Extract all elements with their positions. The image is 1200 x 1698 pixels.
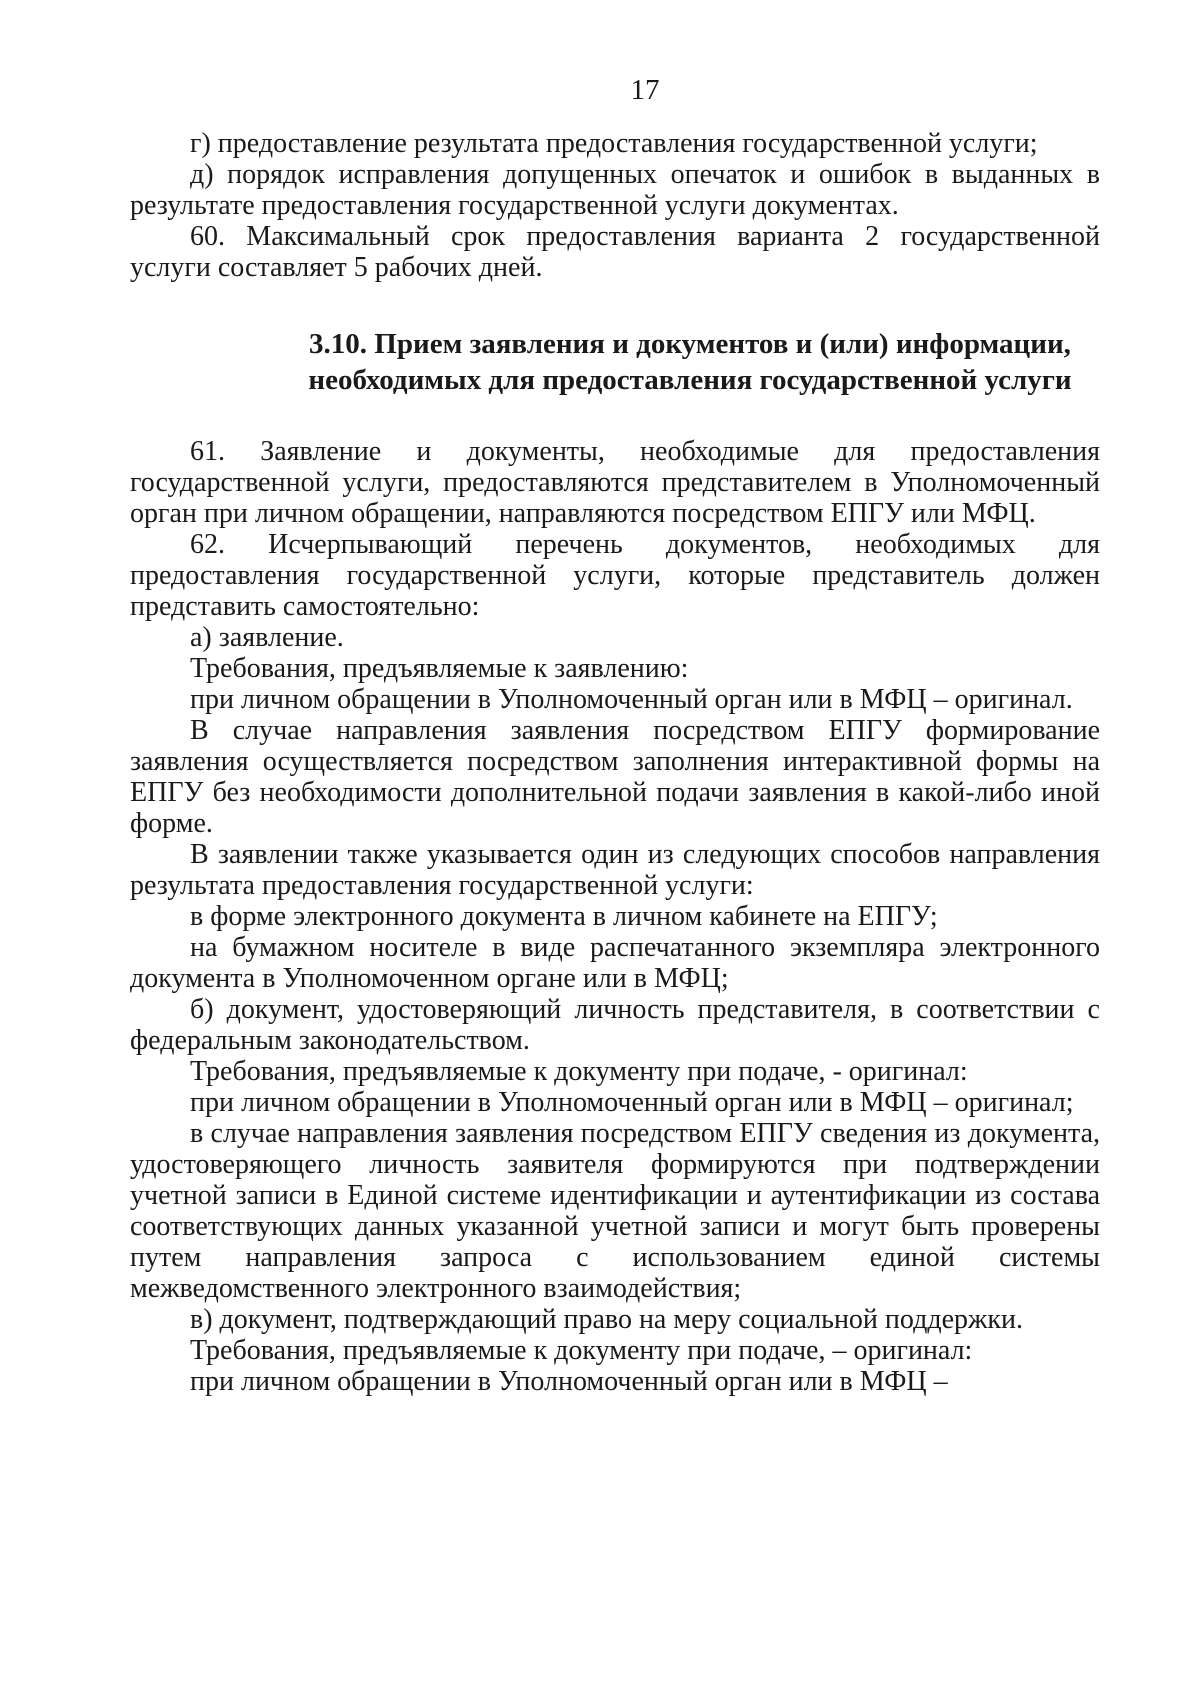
- paragraph: при личном обращении в Уполномоченный орган или в МФЦ –: [190, 1366, 948, 1397]
- paragraph: на бумажном носителе в виде распечатанного экземпляра электронного документа в Уполномоченном органе или в МФЦ;: [130, 932, 1100, 994]
- paragraph-61: 61. Заявление и документы, необходимые для предоставления государственной услуги, предоставляются представителем в Уполномоченный орган при личном обращении, направляются посредством ЕПГУ или МФЦ.: [130, 436, 1100, 529]
- paragraph: в случае направления заявления посредством ЕПГУ сведения из документа, удостоверяющего личность заявителя формируются при подтверждении учетной записи в Единой системе идентификации и аутентификации из состава соответствующих данных указанной учетной записи и могут быть проверены путем направления запроса с использованием единой системы межведомственного электронного взаимодействия;: [130, 1118, 1100, 1304]
- list-item-a: а) заявление.: [190, 622, 344, 653]
- paragraph: В заявлении также указывается один из следующих способов направления результата предоставления государственной услуги:: [130, 839, 1100, 901]
- paragraph-60: 60. Максимальный срок предоставления варианта 2 государственной услуги составляет 5 рабочих дней.: [130, 221, 1100, 283]
- section-heading-line-1: 3.10. Прием заявления и документов и (или) информации,: [309, 328, 1071, 360]
- paragraph: в форме электронного документа в личном кабинете на ЕПГУ;: [190, 901, 938, 932]
- paragraph: при личном обращении в Уполномоченный орган или в МФЦ – оригинал.: [190, 684, 1073, 715]
- list-item-d: д) порядок исправления допущенных опечаток и ошибок в выданных в результате предоставления государственной услуги документах.: [130, 159, 1100, 221]
- list-item-b: б) документ, удостоверяющий личность представителя, в соответствии с федеральным законодательством.: [130, 994, 1100, 1056]
- list-item-v: в) документ, подтверждающий право на меру социальной поддержки.: [190, 1304, 1023, 1335]
- requirements-label: Требования, предъявляемые к документу при подаче, – оригинал:: [190, 1335, 973, 1366]
- paragraph-62: 62. Исчерпывающий перечень документов, необходимых для предоставления государственной услуги, которые представитель должен представить самостоятельно:: [130, 529, 1100, 622]
- paragraph: при личном обращении в Уполномоченный орган или в МФЦ – оригинал;: [190, 1087, 1074, 1118]
- document-body: [130, 128, 1100, 1397]
- page-number: 17: [630, 74, 660, 106]
- section-heading-line-2: необходимых для предоставления государственной услуги: [308, 364, 1072, 396]
- requirements-label: Требования, предъявляемые к документу при подаче, - оригинал:: [190, 1056, 968, 1087]
- section-heading: [130, 326, 1130, 398]
- paragraph: В случае направления заявления посредством ЕПГУ формирование заявления осуществляется посредством заполнения интерактивной формы на ЕПГУ без необходимости дополнительной подачи заявления в какой-либо иной форме.: [130, 715, 1100, 839]
- list-item-g: г) предоставление результата предоставления государственной услуги;: [190, 128, 1038, 159]
- requirements-label: Требования, предъявляемые к заявлению:: [190, 653, 689, 684]
